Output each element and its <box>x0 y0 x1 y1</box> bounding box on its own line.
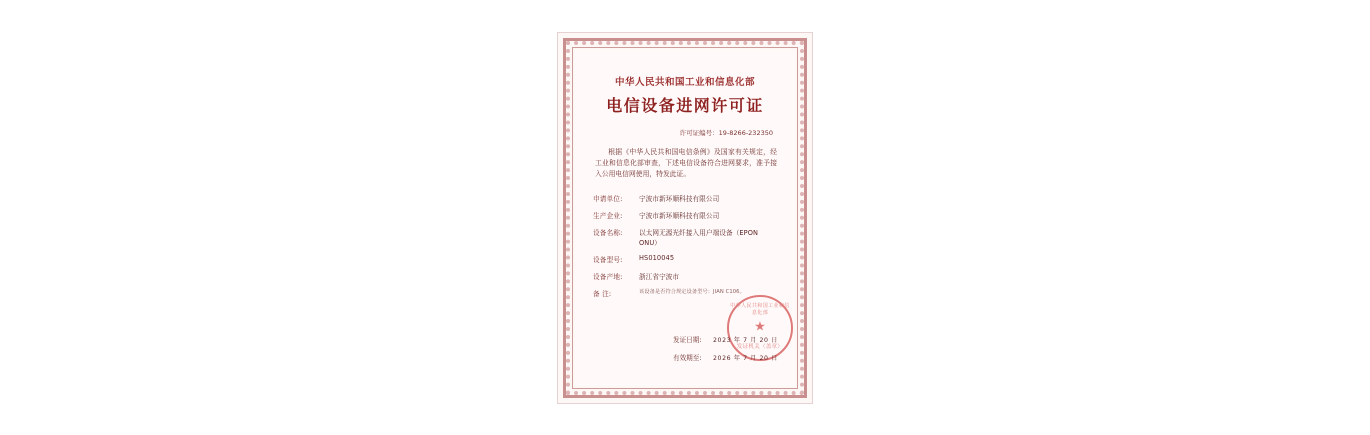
paragraph-text: 根据《中华人民共和国电信条例》及国家有关规定，经工业和信息化部审查，下述电信设备符合进网要求，准予接入公用电信网使用，特发此证。 <box>595 148 777 178</box>
certificate-statement-paragraph <box>583 147 787 180</box>
license-number-line <box>583 128 787 137</box>
field-label-manufacturer: 生产企业: <box>593 212 623 220</box>
field-row-manufacturer <box>593 210 777 220</box>
seal-star-icon: ★ <box>754 318 766 334</box>
field-label-origin: 设备产地: <box>593 273 623 281</box>
field-row-origin <box>593 271 777 281</box>
field-label-model: 设备型号: <box>593 256 623 264</box>
issue-date-label: 发证日期: <box>673 336 702 344</box>
seal-bottom-text: 发证机关（盖章） <box>736 344 784 350</box>
telecom-network-access-license-certificate <box>557 32 813 404</box>
field-value-origin: 浙江省宁波市 <box>639 273 680 281</box>
license-number-value: 19-8266-232350 <box>718 129 773 137</box>
valid-until-label: 有效期至: <box>673 354 702 362</box>
field-value-applicant: 宁波市新环顺科技有限公司 <box>639 195 720 203</box>
field-label-equipment-name: 设备名称: <box>593 229 623 237</box>
field-row-applicant <box>593 193 777 203</box>
field-label-remark: 备 注: <box>593 290 612 298</box>
issue-date-row <box>673 334 813 344</box>
certificate-title: 电信设备进网许可证 <box>606 96 764 115</box>
certificate-dates <box>673 334 813 370</box>
field-row-equipment-name <box>593 227 777 247</box>
field-value-manufacturer: 宁波市新环顺科技有限公司 <box>639 212 720 220</box>
seal-top-text: 中华人民共和国工业和信息化部 <box>730 303 790 316</box>
certificate-field-list <box>583 193 787 298</box>
issuing-ministry-heading: 中华人民共和国工业和信息化部 <box>614 77 755 88</box>
field-row-model <box>593 254 777 264</box>
issue-date-value: 2023 年 7 月 20 日 <box>713 336 778 344</box>
field-value-equipment-name: 以太网无源光纤接入用户端设备（EPON ONU） <box>639 229 759 247</box>
field-value-model: HS010045 <box>639 254 675 262</box>
valid-until-row <box>673 352 813 362</box>
certificate-content <box>575 50 795 386</box>
license-number-label: 许可证编号： <box>679 129 719 137</box>
field-value-remark: 该设备是否符合规定设备型号：JIAN C106。 <box>639 289 745 295</box>
valid-until-value: 2026 年 7 月 20 日 <box>713 354 778 362</box>
field-label-applicant: 申请单位: <box>593 195 623 203</box>
